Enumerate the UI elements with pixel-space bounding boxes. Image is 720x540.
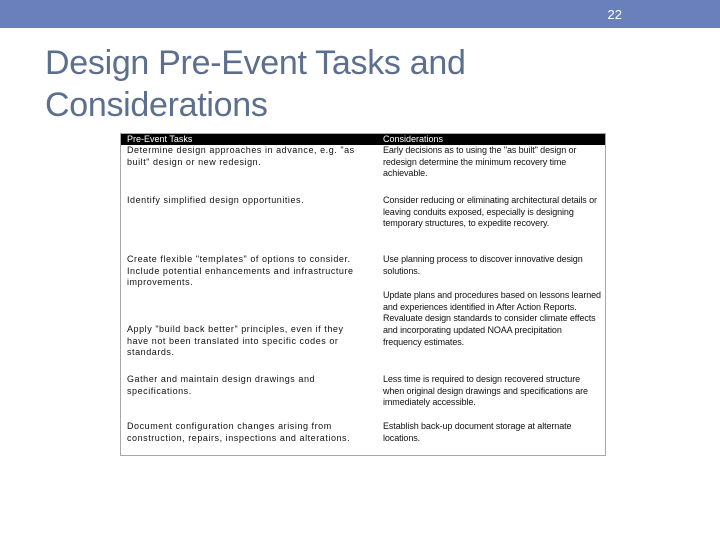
task-cell: Determine design approaches in advance, e.g. "as built" design or new redesign.: [127, 145, 355, 167]
consideration-cell: Less time is required to design recovered structure when original design drawings and specifications are immediately accessible.: [383, 374, 588, 408]
consideration-cell: Consider reducing or eliminating architectural details or leaving conduits exposed, especially is designing temporary structures, to expedite recovery.: [383, 195, 597, 229]
header-considerations: Considerations: [383, 134, 444, 144]
consideration-cell: Establish back-up document storage at alternate locations.: [383, 421, 572, 443]
title-line-1: Design Pre-Event Tasks and: [45, 44, 466, 82]
task-cell: Document configuration changes arising from construction, repairs, inspections and alterations.: [127, 421, 351, 443]
slide-number: 22: [607, 7, 622, 22]
table-row: [121, 421, 605, 444]
task-cell: Create flexible "templates" of options to consider. Include potential enhancements and infrastructure improvements.: [127, 254, 354, 288]
page-title: [45, 42, 645, 126]
consideration-cell: [381, 290, 605, 359]
table-row: [121, 145, 605, 180]
table-row: [121, 254, 605, 289]
consideration-cell: Early decisions as to using the "as built" design or redesign determine the minimum recovery time achievable.: [383, 145, 577, 179]
table-row: [121, 195, 605, 230]
consideration-line-a: Update plans and procedures based on lessons learned and experiences identified in After Action Reports.: [383, 290, 601, 312]
table-row: [121, 374, 605, 409]
consideration-cell: Use planning process to discover innovative design solutions.: [383, 254, 583, 276]
consideration-line-b: Revaluate design standards to consider climate effects and incorporating updated NOAA precipitation frequency estimates.: [383, 313, 596, 347]
table-header: [121, 134, 605, 145]
table-row: [121, 290, 605, 359]
task-cell: Gather and maintain design drawings and specifications.: [127, 374, 316, 396]
title-line-2: Considerations: [45, 86, 268, 124]
header-pre-event-tasks: Pre-Event Tasks: [127, 134, 193, 144]
task-cell: Identify simplified design opportunities.: [127, 195, 305, 205]
task-cell: Apply "build back better" principles, even if they have not been translated into specific codes or standards.: [127, 324, 344, 358]
tasks-table: [120, 133, 606, 456]
header-bar: [0, 0, 720, 28]
